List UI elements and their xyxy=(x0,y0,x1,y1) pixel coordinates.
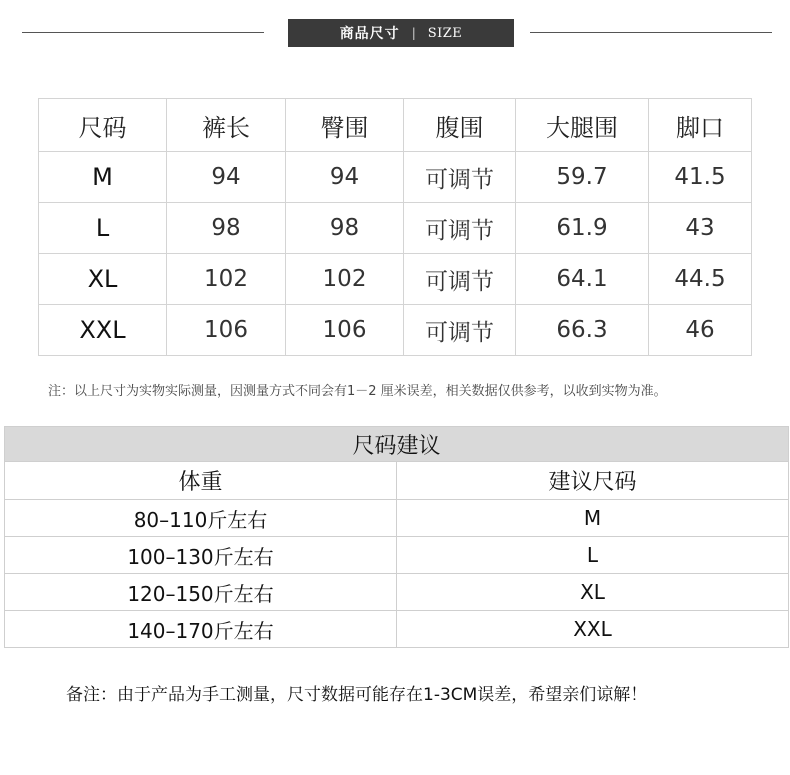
waist-cell: 可调节 xyxy=(404,152,516,203)
hip-cell: 94 xyxy=(286,152,404,203)
recommendation-title: 尺码建议 xyxy=(5,427,789,462)
hem-cell: 43 xyxy=(649,203,752,254)
table-row xyxy=(39,152,752,203)
table-row xyxy=(5,537,789,574)
weight-cell: 100–130斤左右 xyxy=(5,537,397,574)
column-header-weight: 体重 xyxy=(5,462,397,500)
thigh-cell: 59.7 xyxy=(516,152,649,203)
table-row xyxy=(39,254,752,305)
footer-remark: 备注：由于产品为手工测量，尺寸数据可能存在1-3CM误差，希望亲们谅解！ xyxy=(66,685,648,705)
table-row xyxy=(5,500,789,537)
section-header xyxy=(0,19,790,47)
waist-cell: 可调节 xyxy=(404,305,516,356)
size-cell: XXL xyxy=(39,305,167,356)
weight-cell: 80–110斤左右 xyxy=(5,500,397,537)
table-row xyxy=(5,574,789,611)
suggested-size-cell: XXL xyxy=(397,611,789,648)
weight-cell: 140–170斤左右 xyxy=(5,611,397,648)
size-table-header-row xyxy=(39,99,752,152)
header-divider-left xyxy=(22,32,264,33)
size-cell: XL xyxy=(39,254,167,305)
header-divider-right xyxy=(530,32,772,33)
column-header-suggested-size: 建议尺码 xyxy=(397,462,789,500)
measurement-note: 注：以上尺寸为实物实际测量，因测量方式不同会有1－2 厘米误差，相关数据仅供参考，以收到实物为准。 xyxy=(48,384,667,399)
recommendation-header-row xyxy=(5,462,789,500)
length-cell: 106 xyxy=(167,305,286,356)
hip-cell: 98 xyxy=(286,203,404,254)
hip-cell: 102 xyxy=(286,254,404,305)
hip-cell: 106 xyxy=(286,305,404,356)
header-separator: | xyxy=(411,26,416,40)
table-row xyxy=(5,611,789,648)
recommendation-title-row xyxy=(5,427,789,462)
column-header-size: 尺码 xyxy=(39,99,167,152)
header-title: 商品尺寸 xyxy=(339,26,400,42)
column-header-waist: 腹围 xyxy=(404,99,516,152)
thigh-cell: 66.3 xyxy=(516,305,649,356)
thigh-cell: 64.1 xyxy=(516,254,649,305)
size-cell: L xyxy=(39,203,167,254)
hem-cell: 41.5 xyxy=(649,152,752,203)
size-table xyxy=(38,98,752,356)
hem-cell: 46 xyxy=(649,305,752,356)
waist-cell: 可调节 xyxy=(404,203,516,254)
suggested-size-cell: XL xyxy=(397,574,789,611)
length-cell: 98 xyxy=(167,203,286,254)
header-badge xyxy=(288,19,514,47)
weight-cell: 120–150斤左右 xyxy=(5,574,397,611)
column-header-hem: 脚口 xyxy=(649,99,752,152)
hem-cell: 44.5 xyxy=(649,254,752,305)
recommendation-table xyxy=(4,426,789,648)
thigh-cell: 61.9 xyxy=(516,203,649,254)
length-cell: 102 xyxy=(167,254,286,305)
waist-cell: 可调节 xyxy=(404,254,516,305)
suggested-size-cell: M xyxy=(397,500,789,537)
column-header-length: 裤长 xyxy=(167,99,286,152)
length-cell: 94 xyxy=(167,152,286,203)
column-header-hip: 臀围 xyxy=(286,99,404,152)
table-row xyxy=(39,305,752,356)
column-header-thigh: 大腿围 xyxy=(516,99,649,152)
suggested-size-cell: L xyxy=(397,537,789,574)
table-row xyxy=(39,203,752,254)
size-cell: M xyxy=(39,152,167,203)
header-english-title: SIZE xyxy=(427,25,463,41)
